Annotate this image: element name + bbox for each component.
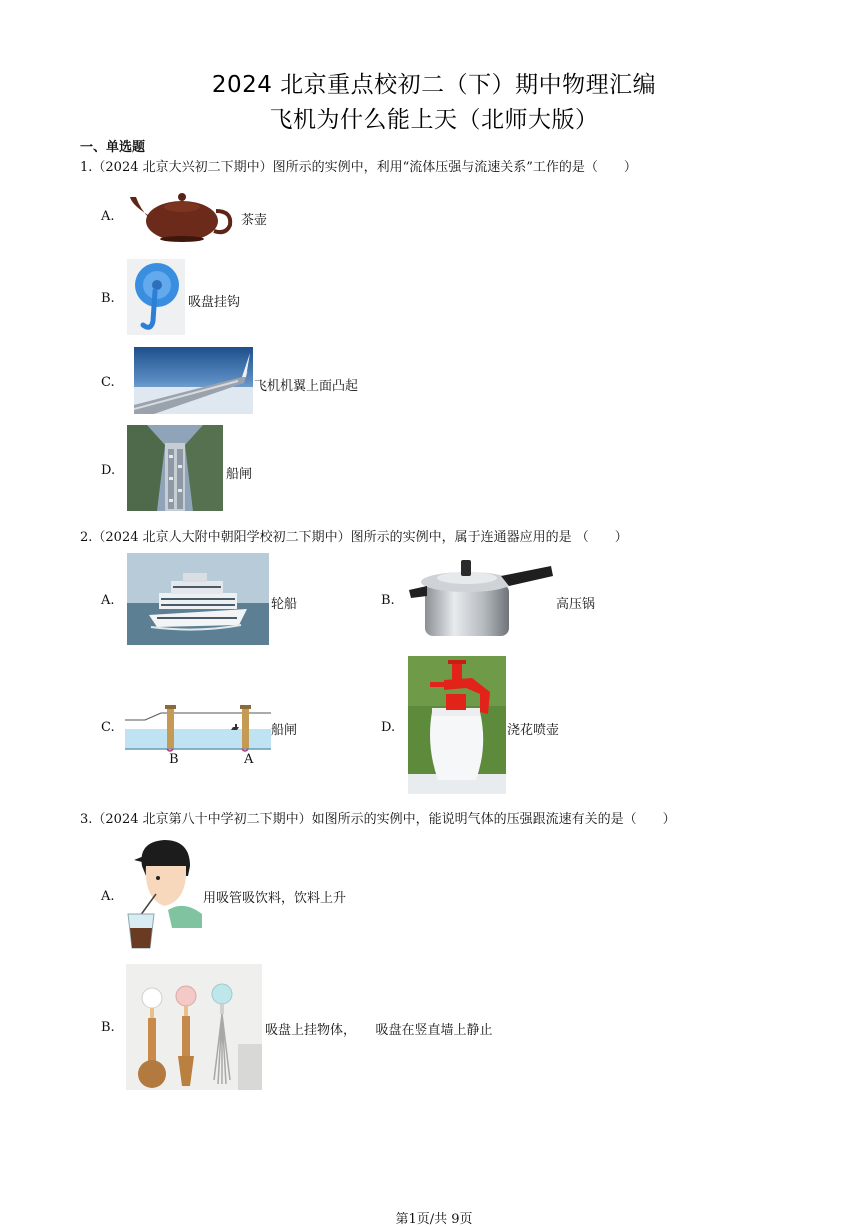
teapot-image [128,185,236,245]
document-title-line2: 飞机为什么能上天（北师大版） [269,107,599,133]
q3-option-a-letter: A. [101,889,115,904]
page-footer: 第1页/共 9页 [395,1212,473,1227]
q3-option-b-text: 吸盘上挂物体， 吸盘在竖直墙上静止 [265,1023,493,1038]
suction-hook-image [127,259,185,335]
q1-option-b-letter: B. [101,291,115,306]
suction-hooks-utensils-image [126,964,262,1090]
q1-option-a-text: 茶壶 [241,213,268,228]
q2-option-a-text: 轮船 [271,597,298,612]
q1-option-c-text: 飞机机翼上面凸起 [254,379,359,394]
cruise-ship-image [127,553,269,645]
q2-option-b-letter: B. [381,593,395,608]
q2-option-c-text: 船闸 [271,723,298,738]
airplane-wing-image [134,347,253,414]
q2-option-d-letter: D. [381,720,396,735]
q1-option-d-letter: D. [101,463,116,478]
question-2-stem: 2.（2024 北京人大附中朝阳学校初二下期中）图所示的实例中，属于连通器应用的是 （ ） [80,530,628,545]
q1-option-a-letter: A. [101,209,115,224]
pressure-cooker-image [405,554,555,640]
document-title-line1: 2024 北京重点校初二（下）期中物理汇编 [211,72,657,98]
q3-option-b-letter: B. [101,1020,115,1035]
question-3-stem: 3.（2024 北京第八十中学初二下期中）如图所示的实例中，能说明气体的压强跟流速有关的是（ ） [80,812,676,827]
q2-option-c-letter: C. [101,720,115,735]
spray-bottle-image [408,656,506,794]
ship-lock-photo-image [127,425,223,511]
diagram-label-a: A [244,752,254,767]
question-1-stem: 1.（2024 北京大兴初二下期中）图所示的实例中，利用“流体压强与流速关系”工作的是（ ） [80,160,637,175]
boy-drinking-straw-image [124,836,204,956]
q1-option-d-text: 船闸 [226,467,253,482]
q1-option-b-text: 吸盘挂钩 [188,295,241,310]
diagram-label-b: B [169,752,179,767]
q1-option-c-letter: C. [101,375,115,390]
section-heading: 一、单选题 [80,140,146,155]
q2-option-b-text: 高压锅 [556,597,596,612]
q2-option-d-text: 浇花喷壶 [507,723,560,738]
q3-option-a-text: 用吸管吸饮料，饮料上升 [203,891,347,906]
q2-option-a-letter: A. [101,593,115,608]
